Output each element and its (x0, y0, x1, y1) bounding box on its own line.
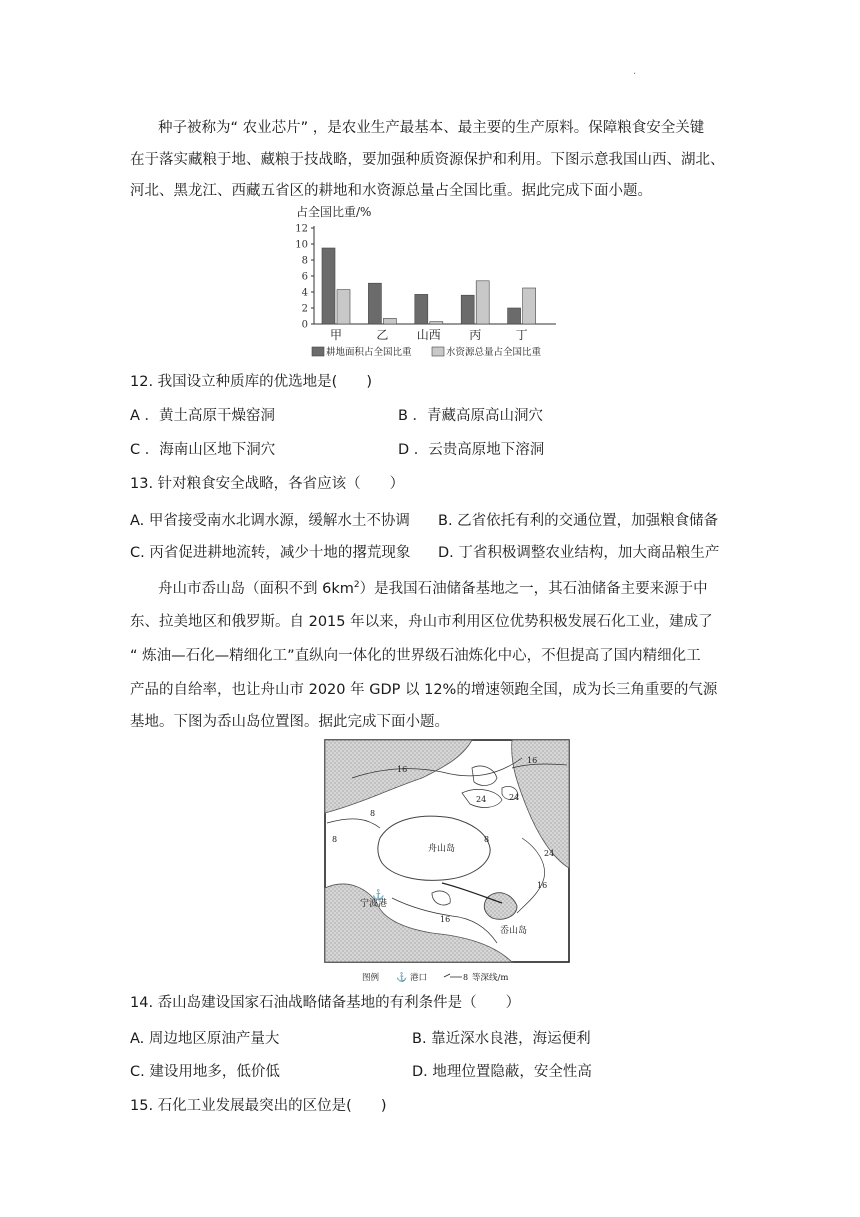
depth-label-24c: 24 (544, 849, 555, 858)
q14-option-d[interactable]: D. 地理位置隐蔽，安全性高 (412, 1064, 592, 1080)
intro2-line-3: “ 炼油—石化—精细化工”直纵向一体化的世界级石油炼化中心，不但提高了国内精细化工 (130, 648, 701, 664)
legend-label: 水资源总量占全国比重 (446, 347, 542, 358)
x-label: 乙 (376, 328, 389, 342)
intro1-line-1: 种子被称为“ 农业芯片” ，是农业生产最基本、最主要的生产原料。保障粮食安全关键 (158, 120, 705, 136)
aoshan-location-map (322, 738, 572, 988)
chart-legend (312, 346, 542, 358)
x-label: 丙 (469, 328, 482, 342)
anchor-icon: ⚓ (372, 890, 385, 901)
depth-label-16b: 16 (527, 756, 538, 765)
intro2-line-5: 基地。下图为岙山岛位置图。据此完成下面小题。 (130, 714, 449, 730)
q12-stem: 12. 我国设立种质库的优选地是( ) (130, 374, 372, 390)
x-label: 甲 (329, 328, 343, 342)
chart-title: 占全国比重/% (296, 205, 372, 219)
q14-option-c[interactable]: C. 建设用地多，低价低 (130, 1064, 280, 1080)
intro2-line-1b: ）是我国石油储备基地之一，其石油储备主要来源于中 (359, 580, 708, 597)
q14-option-b[interactable]: B. 靠近深水良港，海运便利 (412, 1031, 591, 1047)
bar-cropland-2 (415, 294, 428, 324)
legend-contour-line (444, 974, 462, 977)
bar-water-3 (476, 281, 489, 324)
q12-option-c[interactable]: C ．海南山区地下洞穴 (130, 442, 276, 458)
y-tick-label: 4 (301, 287, 308, 299)
y-tick-label: 2 (301, 303, 308, 315)
bar-chart-svg (286, 202, 576, 368)
x-label: 山西 (416, 328, 441, 342)
intro2-superscript: 2 (353, 580, 360, 590)
intro1-line-3: 河北、黑龙江、西藏五省区的耕地和水资源总量占全国比重。据此完成下面小题。 (130, 183, 652, 199)
q13-option-b[interactable]: B. 乙省依托有利的交通位置，加强粮食储备 (438, 513, 719, 529)
legend-contour: 等深线/m (472, 973, 509, 983)
bar-cropland-4 (508, 308, 521, 324)
label-ningbo: 宁波港 (360, 899, 388, 909)
intro2-line-1 (158, 575, 708, 599)
chart-x-labels (330, 328, 528, 342)
intro2-line-1a: 舟山市岙山岛（面积不到 6km (158, 580, 354, 597)
depth-label-8b: 8 (332, 835, 338, 844)
legend-anchor-icon: ⚓ (396, 973, 408, 983)
q14-option-a[interactable]: A. 周边地区原油产量大 (130, 1031, 280, 1047)
y-tick-label: 8 (301, 255, 308, 267)
legend-swatch (312, 347, 324, 356)
legend-label: 耕地面积占全国比重 (326, 347, 412, 358)
depth-label-8a: 8 (370, 809, 376, 818)
label-aoshan: 岙山岛 (500, 926, 528, 936)
y-tick-label: 6 (301, 271, 308, 283)
depth-label-24a: 24 (476, 795, 487, 804)
intro2-line-2: 东、拉美地区和俄罗斯。自 2015 年以来，舟山市利用区位优势积极发展石化工业，建成了 (130, 614, 713, 630)
bar-water-1 (383, 318, 396, 324)
depth-label-16c: 16 (537, 881, 548, 890)
y-tick-label: 0 (301, 319, 308, 331)
page-mark: . (633, 66, 637, 77)
q14-stem: 14. 岙山岛建设国家石油战略储备基地的有利条件是（ ） (130, 995, 521, 1011)
q12-option-d[interactable]: D ．云贵高原地下溶洞 (398, 442, 545, 458)
bar-water-4 (523, 288, 536, 324)
q13-option-a[interactable]: A. 甲省接受南水北调水源，缓解水土不协调 (130, 513, 410, 529)
intro2-line-4: 产品的自给率，也让舟山市 2020 年 GDP 以 12%的增速领跑全国，成为长三角重要的气源 (130, 682, 718, 698)
q13-option-d[interactable]: D. 丁省积极调整农业结构，加大商品粮生产 (438, 545, 720, 561)
map-svg (322, 738, 572, 988)
legend-port: 港口 (410, 973, 428, 983)
intro1-line-2: 在于落实藏粮于地、藏粮于技战略，要加强种质资源保护和利用。下图示意我国山西、湖北、 (130, 152, 725, 168)
q13-option-c[interactable]: C. 丙省促进耕地流转，减少十地的撂荒现象 (130, 545, 411, 561)
bar-chart (286, 202, 576, 368)
q12-option-a[interactable]: A ．黄土高原干燥窑洞 (130, 408, 276, 424)
bar-cropland-0 (322, 248, 335, 324)
label-zhoushan: 舟山岛 (428, 844, 456, 854)
depth-label-8c: 8 (484, 835, 490, 844)
bar-cropland-3 (461, 295, 474, 324)
bar-cropland-1 (368, 283, 381, 324)
bar-water-0 (337, 290, 350, 324)
q13-stem: 13. 针对粮食安全战略，各省应该（ ） (130, 476, 405, 492)
y-tick-label: 10 (295, 239, 308, 251)
depth-label-16d: 16 (440, 915, 451, 924)
y-tick-label: 12 (295, 223, 308, 235)
x-label: 丁 (515, 328, 528, 342)
q15-stem: 15. 石化工业发展最突出的区位是( ) (130, 1098, 387, 1114)
depth-label-24b: 24 (509, 793, 520, 802)
q12-option-b[interactable]: B ．青藏高原高山洞穴 (398, 408, 544, 424)
chart-bars (322, 248, 536, 324)
depth-label-16a: 16 (397, 765, 408, 774)
legend-title: 图例 (362, 973, 380, 983)
legend-swatch (432, 347, 444, 356)
bar-water-2 (430, 322, 443, 324)
legend-contour-sample: 8 (463, 973, 469, 982)
